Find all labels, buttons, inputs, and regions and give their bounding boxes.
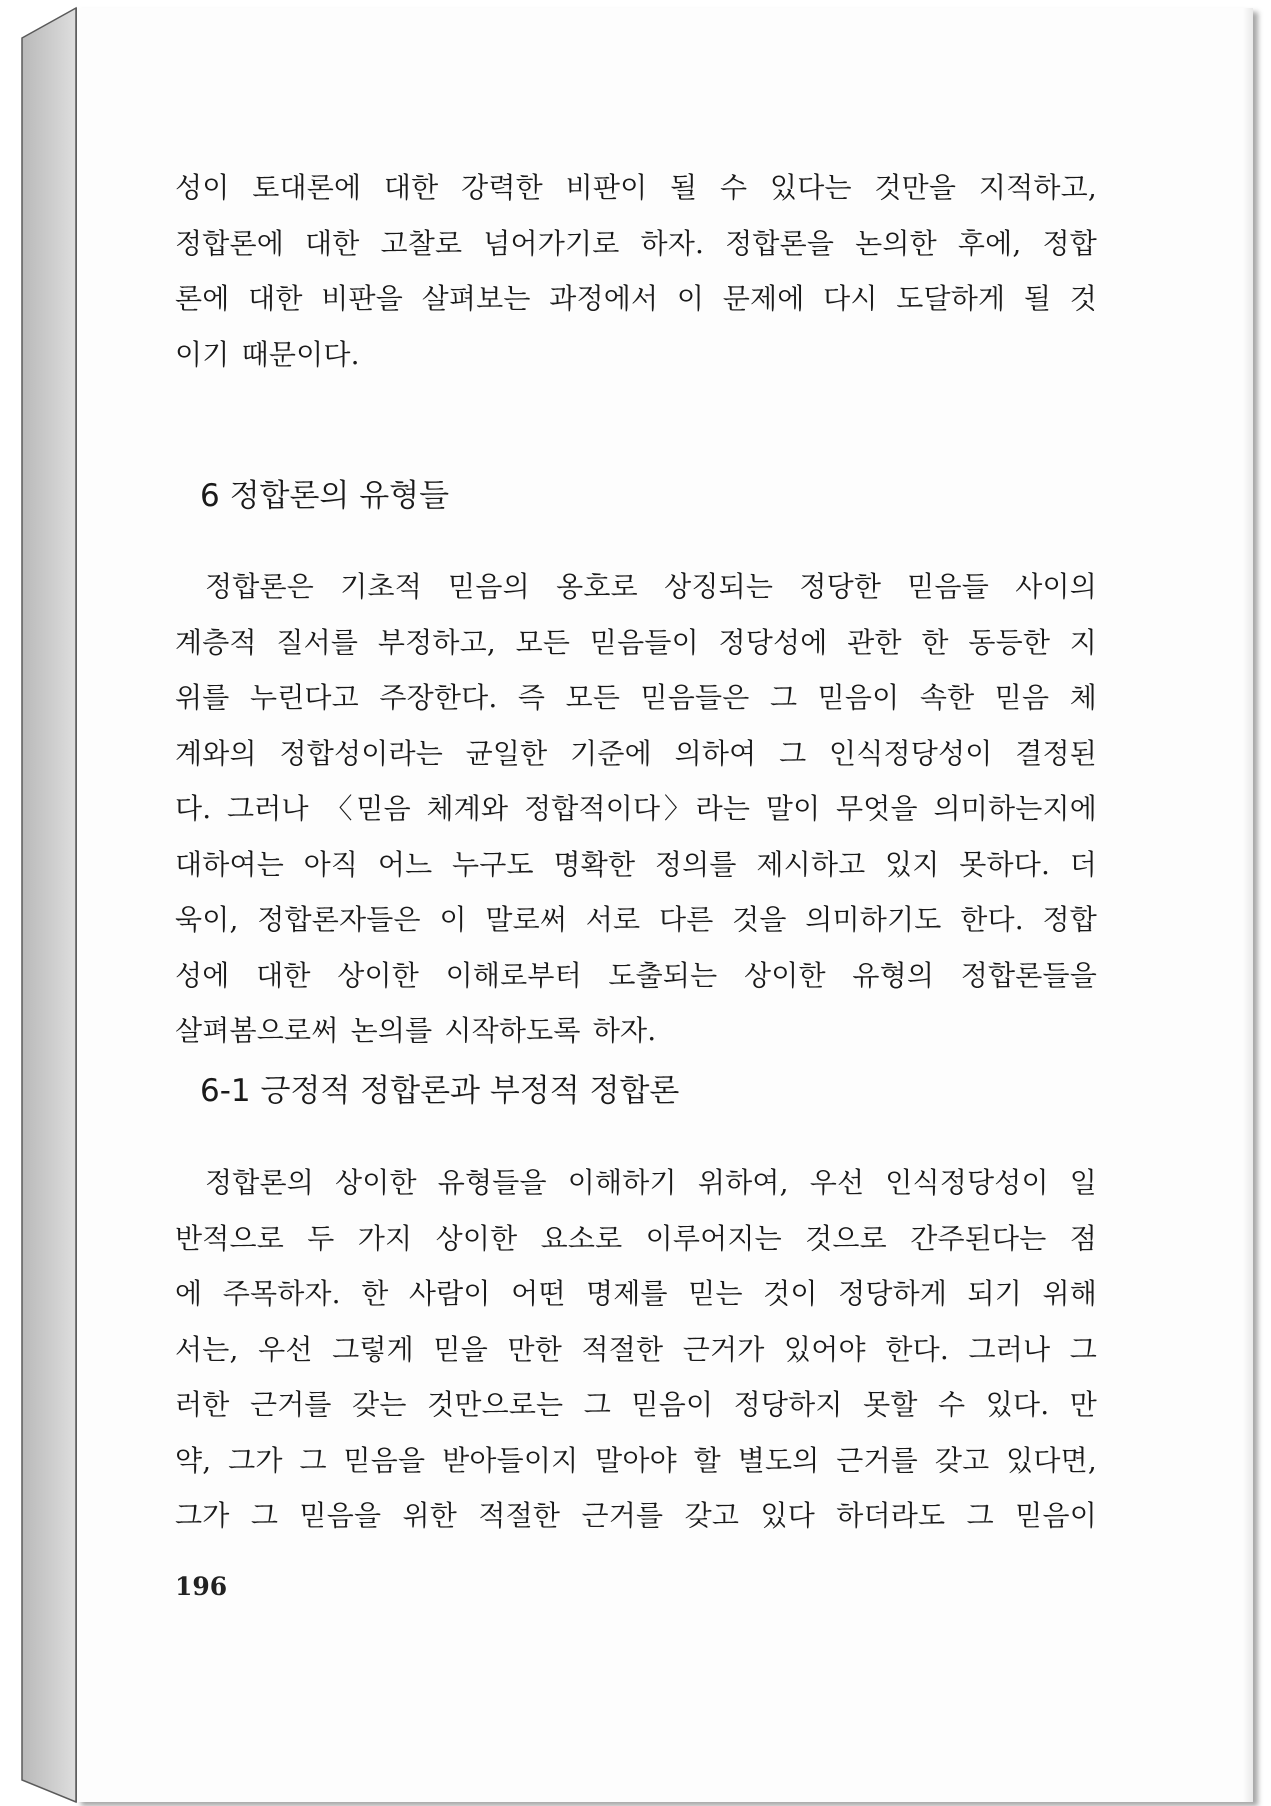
text-line: 론에 대한 비판을 살펴보는 과정에서 이 문제에 다시 도달하게 될 것 (175, 282, 1097, 315)
text-line: 욱이, 정합론자들은 이 말로써 서로 다른 것을 의미하기도 한다. 정합 (175, 903, 1097, 936)
text-line: 서는, 우선 그렇게 믿을 만한 적절한 근거가 있어야 한다. 그러나 그 (175, 1332, 1097, 1366)
text-line: 살펴봄으로써 논의를 시작하도록 하자. (175, 1014, 657, 1047)
section-6-paragraph (175, 559, 1097, 1059)
text-line: 약, 그가 그 믿음을 받아들이지 말아야 할 별도의 근거를 갖고 있다면, (175, 1443, 1097, 1477)
text-line: 정합론에 대한 고찰로 넘어가기로 하자. 정합론을 논의한 후에, 정합 (175, 226, 1097, 260)
text-line: 에 주목하자. 한 사람이 어떤 명제를 믿는 것이 정당하게 되기 위해 (175, 1277, 1097, 1310)
paragraph-text (175, 160, 1097, 382)
paragraph-text (175, 1155, 1097, 1544)
text-line: 러한 근거를 갖는 것만으로는 그 믿음이 정당하지 못할 수 있다. 만 (175, 1388, 1097, 1421)
text-line: 그가 그 믿음을 위한 적절한 근거를 갖고 있다 하더라도 그 믿음이 (175, 1499, 1097, 1532)
text-line: 대하여는 아직 어느 누구도 명확한 정의를 제시하고 있지 못하다. 더 (175, 847, 1097, 881)
page-edge-shadow (1243, 8, 1253, 1802)
text-line: 반적으로 두 가지 상이한 요소로 이루어지는 것으로 간주된다는 점 (175, 1221, 1097, 1255)
page-number: 196 (175, 1572, 228, 1601)
text-line: 이기 때문이다. (175, 337, 360, 371)
paragraph-text (175, 559, 1097, 1059)
intro-paragraph (175, 160, 1097, 382)
text-line: 계와의 정합성이라는 균일한 기준에 의하여 그 인식정당성이 결정된 (175, 736, 1097, 770)
text-line: 위를 누린다고 주장한다. 즉 모든 믿음들은 그 믿음이 속한 믿음 체 (175, 681, 1097, 714)
text-line: 계층적 질서를 부정하고, 모든 믿음들이 정당성에 관한 한 동등한 지 (175, 625, 1097, 659)
section-heading: 6 정합론의 유형들 (200, 478, 450, 514)
section-6-1-paragraph (175, 1155, 1097, 1544)
subsection-heading: 6-1 긍정적 정합론과 부정적 정합론 (200, 1073, 680, 1109)
text-line: 정합론의 상이한 유형들을 이해하기 위하여, 우선 인식정당성이 일 (205, 1166, 1097, 1199)
text-line: 정합론은 기초적 믿음의 옹호로 상징되는 정당한 믿음들 사이의 (205, 570, 1097, 603)
text-line: 성에 대한 상이한 이해로부터 도출되는 상이한 유형의 정합론들을 (175, 958, 1097, 992)
text-line: 다. 그러나 〈믿음 체계와 정합적이다〉라는 말이 무엇을 의미하는지에 (175, 792, 1097, 825)
text-line: 성이 토대론에 대한 강력한 비판이 될 수 있다는 것만을 지적하고, (175, 171, 1097, 204)
